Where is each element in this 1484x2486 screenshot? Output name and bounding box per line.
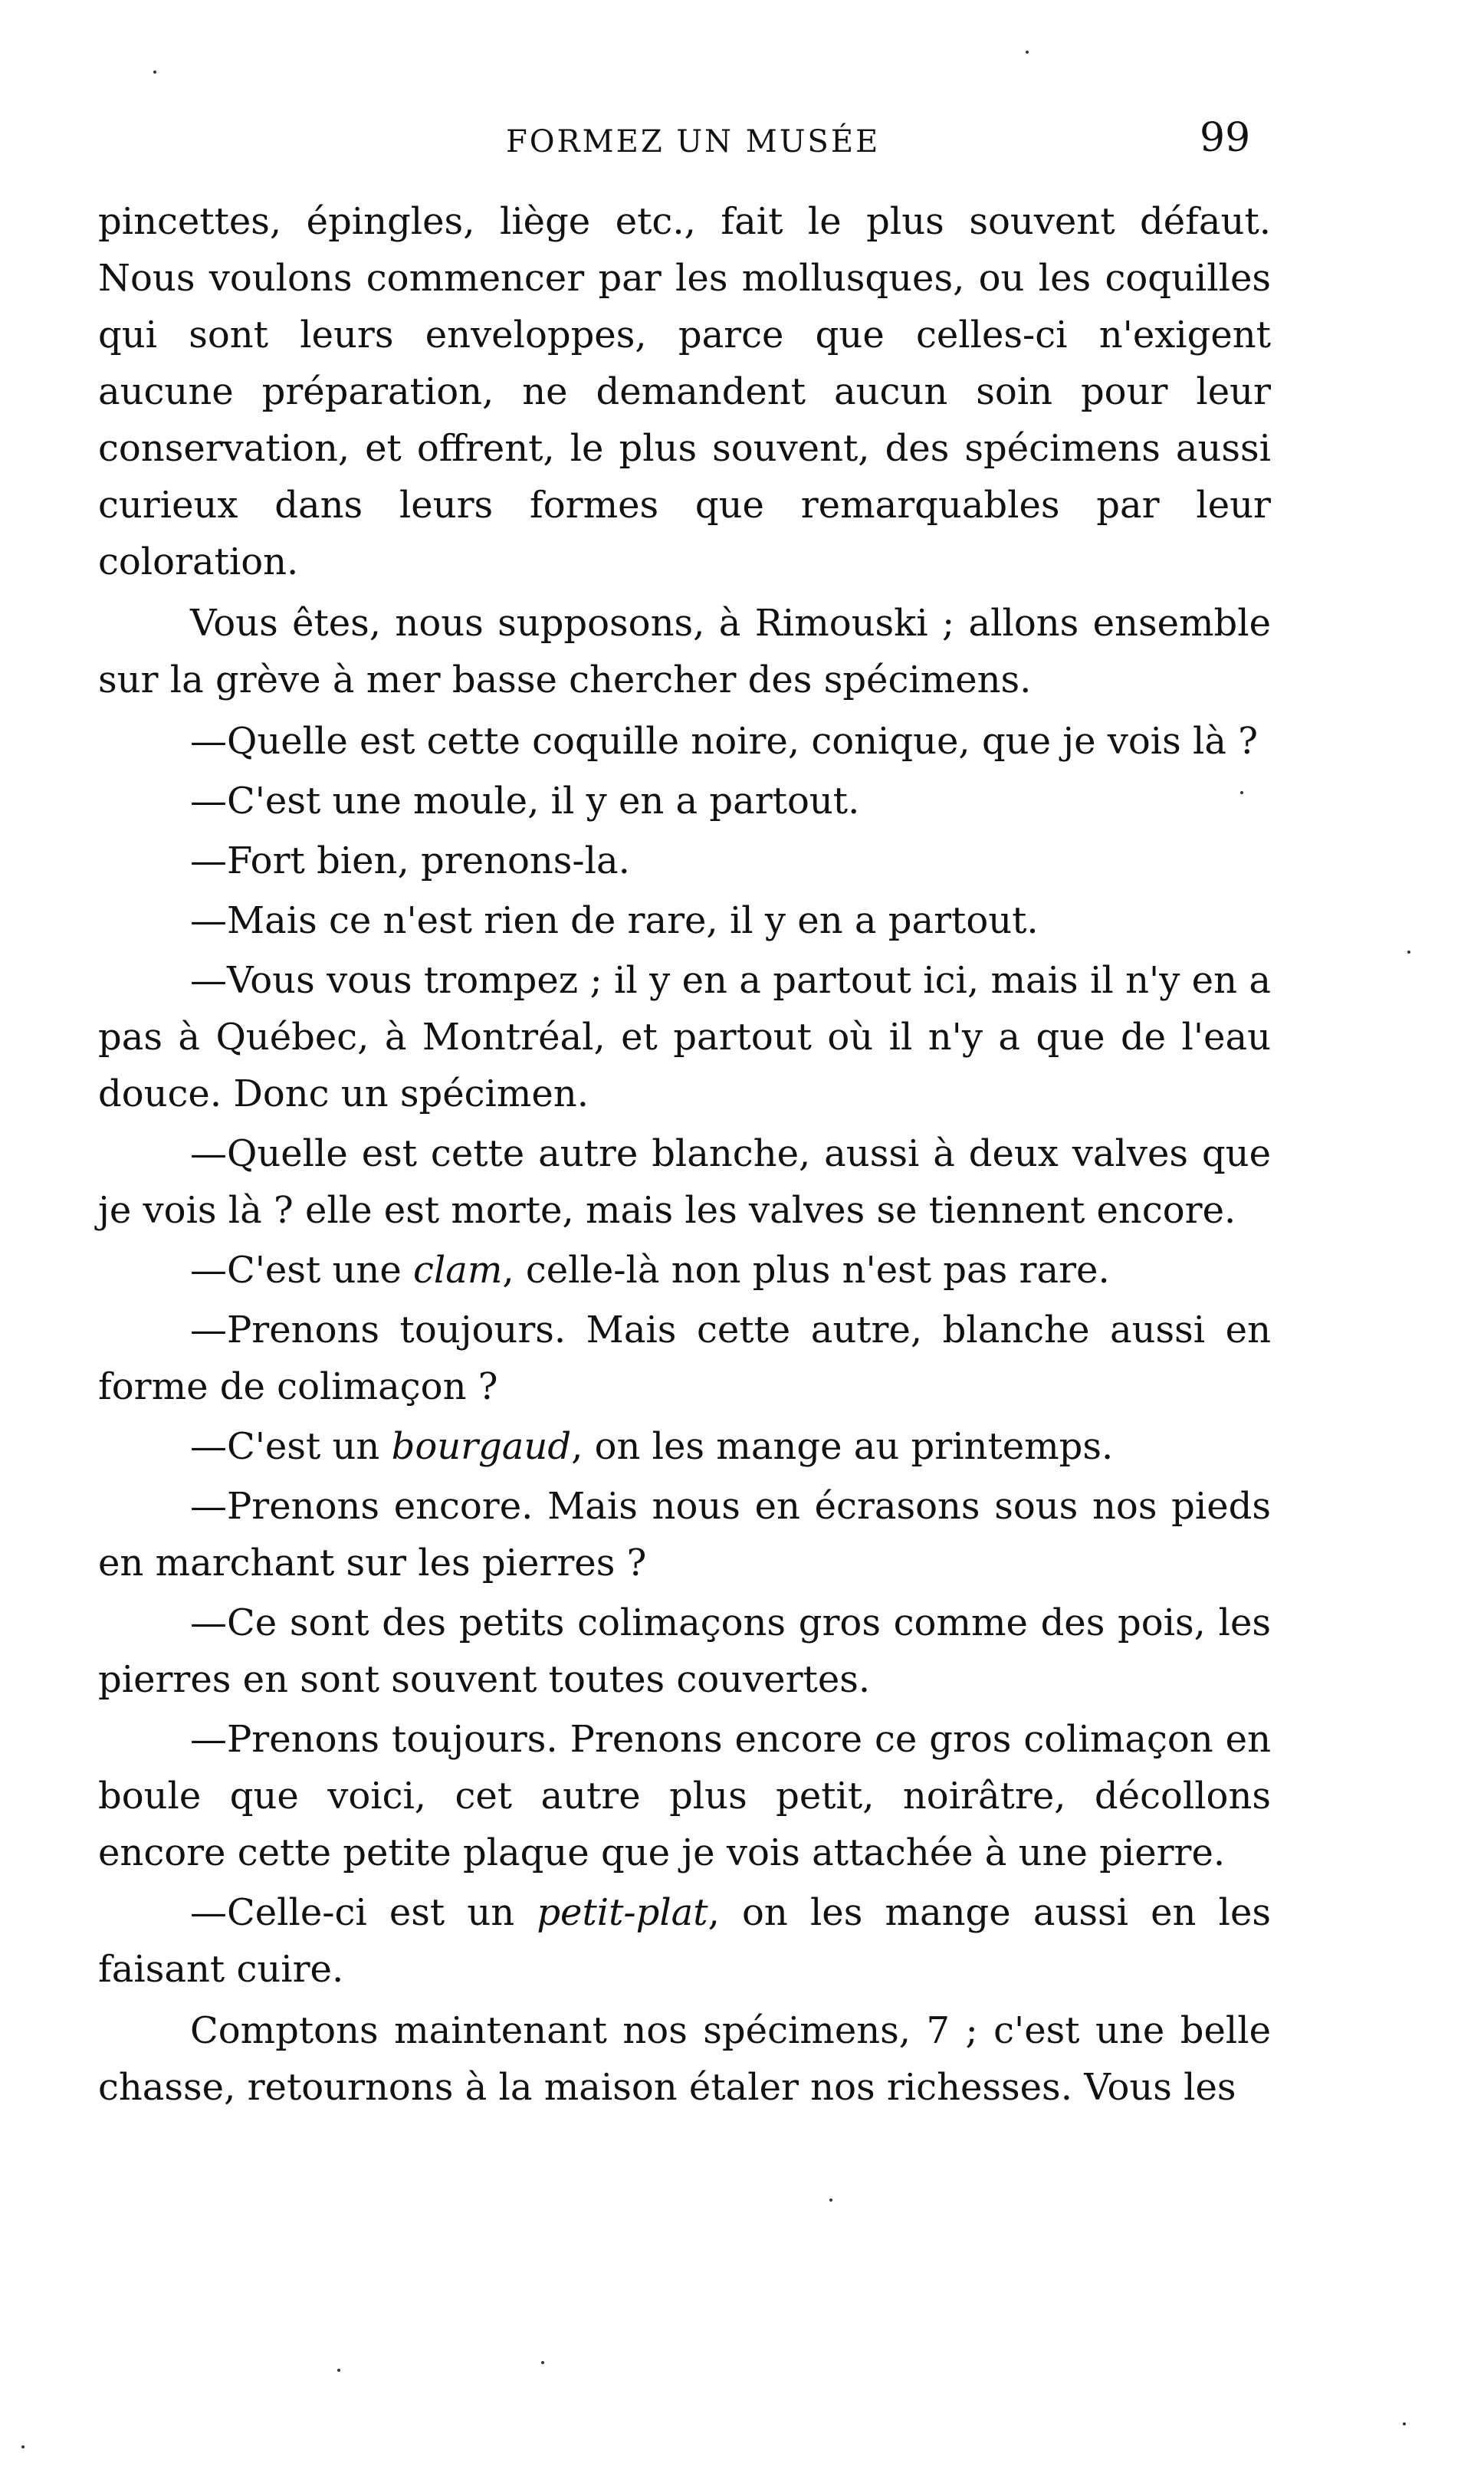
print-speck (541, 2361, 544, 2364)
dialog-line-4: —Mais ce n'est rien de rare, il y en a partout. (190, 899, 1039, 942)
print-speck (1240, 791, 1243, 794)
print-speck (153, 71, 156, 74)
dialog-line-3: —Fort bien, prenons-la. (190, 839, 630, 882)
print-speck (1407, 951, 1410, 954)
term-clam: clam (413, 1249, 503, 1292)
dialog-line-6: —Quelle est cette autre blanche, aussi à deux valves que je vois là ? elle est morte, mais les valves se tiennent encore. (98, 1132, 1271, 1232)
dialog-line-5: —Vous vous trompez ; il y en a partout ici, mais il n'y en a pas à Québec, à Montréal, et partout où il n'y a que de l'eau douce. Donc un spécimen. (98, 959, 1271, 1115)
paragraph-final: Comptons maintenant nos spécimens, 7 ; c'est une belle chasse, retournons à la maison étaler nos richesses. Vous les (98, 2009, 1271, 2109)
print-speck (337, 2369, 340, 2372)
dialog-line-7-after: , celle-là non plus n'est pas rare. (502, 1249, 1110, 1292)
dialog-line-7-before: —C'est une (190, 1249, 413, 1292)
dialog-line-13 (98, 1884, 1271, 1998)
dialog-line-1: —Quelle est cette coquille noire, conique, que je vois là ? (190, 720, 1259, 763)
print-speck (1026, 51, 1029, 54)
running-title: FORMEZ UN MUSÉE (506, 124, 881, 159)
dialog-line-8: —Prenons toujours. Mais cette autre, blanche aussi en forme de colimaçon ? (98, 1309, 1271, 1408)
dialog-line-13-before: —Celle-ci est un (190, 1891, 537, 1934)
page-number: 99 (1200, 115, 1251, 161)
paragraph-2: Vous êtes, nous supposons, à Rimouski ; allons ensemble sur la grève à mer basse chercher des spécimens. (98, 602, 1271, 701)
print-speck (829, 2199, 832, 2202)
dialog-line-7 (98, 1242, 1271, 1299)
dialog-line-9-before: —C'est un (190, 1425, 392, 1468)
dialog-line-10: —Prenons encore. Mais nous en écrasons sous nos pieds en marchant sur les pierres ? (98, 1485, 1271, 1585)
print-speck (21, 2445, 25, 2448)
print-speck (1403, 2422, 1406, 2425)
dialog-line-12: —Prenons toujours. Prenons encore ce gros colimaçon en boule que voici, cet autre plus petit, noirâtre, décollons encore cette petite plaque que je vois attachée à une pierre. (98, 1718, 1271, 1874)
term-petit-plat: petit-plat (537, 1891, 708, 1934)
dialog-line-11: —Ce sont des petits colimaçons gros comme des pois, les pierres en sont souvent toutes couvertes. (98, 1601, 1271, 1701)
paragraph-1: pincettes, épingles, liège etc., fait le plus souvent défaut. Nous voulons commencer par les mollusques, ou les coquilles qui sont leurs enveloppes, parce que celles-ci n'exigent aucune préparation, ne demandent aucun soin pour leur conservation, et offrent, le plus souvent, des spécimens aussi curieux dans leurs formes que remarquables par leur coloration. (98, 200, 1271, 583)
body-text (98, 193, 1271, 2119)
dialog-line-2: —C'est une moule, il y en a partout. (190, 780, 860, 823)
dialog-line-9 (98, 1418, 1271, 1475)
term-bourgaud: bourgaud (391, 1425, 572, 1468)
running-head (0, 115, 1484, 176)
dialog-line-9-after: , on les mange au printemps. (571, 1425, 1114, 1468)
dialog-line-13-after: , on les mange aussi en les faisant cuire. (98, 1891, 1271, 1991)
